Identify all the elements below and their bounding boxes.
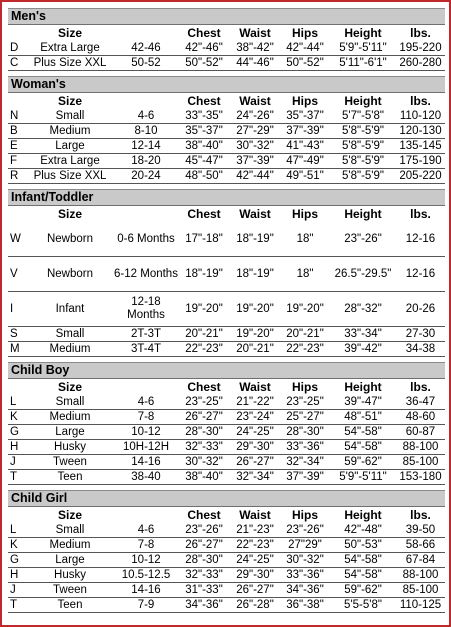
- cell-num: 50-52: [114, 56, 178, 71]
- cell-num: 10H-12H: [114, 440, 178, 455]
- cell-size: Small: [26, 327, 114, 342]
- cell-height: 54"-58": [330, 425, 396, 440]
- cell-chest: 45"-47": [178, 154, 230, 169]
- cell-num: 10.5-12.5: [114, 568, 178, 583]
- cell-num: 3T-4T: [114, 342, 178, 357]
- header-height: Height: [344, 508, 382, 522]
- table-row: [8, 395, 445, 410]
- size-chart: [8, 8, 445, 613]
- cell-hips: 25"-27": [280, 410, 330, 425]
- cell-num: 2T-3T: [114, 327, 178, 342]
- cell-lbs: 88-100: [396, 568, 445, 583]
- table-row: [8, 523, 445, 538]
- header-lbs: lbs.: [410, 94, 431, 108]
- cell-code: L: [8, 523, 26, 538]
- cell-hips: 41"-43": [280, 139, 330, 154]
- cell-height: 5'8"-5'9": [330, 124, 396, 139]
- cell-chest: 50"-52": [178, 56, 230, 71]
- cell-size: Medium: [26, 124, 114, 139]
- header-lbs: lbs.: [410, 380, 431, 394]
- cell-size: Tween: [26, 455, 114, 470]
- cell-waist: 44"-46": [230, 56, 280, 71]
- cell-code: W: [8, 222, 26, 257]
- cell-lbs: 12-16: [396, 222, 445, 257]
- cell-code: I: [8, 292, 26, 327]
- header-blank: [8, 93, 26, 109]
- cell-code: N: [8, 109, 26, 124]
- cell-num: 12-18 Months: [114, 292, 178, 327]
- header-chest: Chest: [187, 26, 221, 40]
- cell-hips: 27"29": [280, 538, 330, 553]
- header-lbs: lbs.: [410, 207, 431, 221]
- cell-chest: 32"-33": [178, 568, 230, 583]
- table-row: [8, 568, 445, 583]
- table-row: [8, 56, 445, 71]
- cell-hips: 30"-32": [280, 553, 330, 568]
- cell-code: D: [8, 41, 26, 56]
- cell-code: F: [8, 154, 26, 169]
- cell-waist: 23"-24": [230, 410, 280, 425]
- cell-lbs: 34-38: [396, 342, 445, 357]
- cell-chest: 30"-32": [178, 455, 230, 470]
- cell-chest: 32"-33": [178, 440, 230, 455]
- cell-hips: 37"-39": [280, 124, 330, 139]
- cell-chest: 38"-40": [178, 139, 230, 154]
- cell-code: V: [8, 257, 26, 292]
- cell-chest: 19"-20": [178, 292, 230, 327]
- header-chest: Chest: [187, 207, 221, 221]
- cell-size: Large: [26, 425, 114, 440]
- header-blank: [114, 25, 178, 41]
- cell-num: 0-6 Months: [114, 222, 178, 257]
- cell-lbs: 20-26: [396, 292, 445, 327]
- cell-code: K: [8, 410, 26, 425]
- section-title: Child Boy: [8, 362, 445, 379]
- cell-size: Large: [26, 553, 114, 568]
- cell-size: Medium: [26, 410, 114, 425]
- header-blank: [114, 507, 178, 523]
- cell-hips: 50"-52": [280, 56, 330, 71]
- header-blank: [8, 379, 26, 395]
- cell-chest: 26"-27": [178, 538, 230, 553]
- cell-height: 5'9"-5'11": [330, 470, 396, 485]
- size-table: [8, 507, 445, 613]
- cell-code: H: [8, 440, 26, 455]
- cell-chest: 48"-50": [178, 169, 230, 184]
- cell-height: 5'8"-5'9": [330, 154, 396, 169]
- header-hips: Hips: [291, 207, 318, 221]
- cell-size: Extra Large: [26, 154, 114, 169]
- cell-height: 54"-58": [330, 553, 396, 568]
- cell-waist: 26"-27": [230, 455, 280, 470]
- header-hips: Hips: [291, 508, 318, 522]
- cell-hips: 47"-49": [280, 154, 330, 169]
- cell-code: G: [8, 425, 26, 440]
- cell-code: C: [8, 56, 26, 71]
- cell-size: Large: [26, 139, 114, 154]
- cell-height: 54"-58": [330, 440, 396, 455]
- header-blank: [8, 507, 26, 523]
- cell-height: 54"-58": [330, 568, 396, 583]
- cell-height: 28"-32": [330, 292, 396, 327]
- table-row: [8, 41, 445, 56]
- header-waist: Waist: [239, 207, 271, 221]
- cell-chest: 35"-37": [178, 124, 230, 139]
- cell-code: B: [8, 124, 26, 139]
- cell-hips: 33"-36": [280, 568, 330, 583]
- cell-waist: 38"-42": [230, 41, 280, 56]
- cell-lbs: 39-50: [396, 523, 445, 538]
- table-row: [8, 257, 445, 292]
- cell-chest: 20"-21": [178, 327, 230, 342]
- cell-lbs: 27-30: [396, 327, 445, 342]
- cell-hips: 28"-30": [280, 425, 330, 440]
- cell-waist: 21"-23": [230, 523, 280, 538]
- cell-height: 5'5-5'8": [330, 598, 396, 613]
- cell-chest: 34"-36": [178, 598, 230, 613]
- cell-size: Newborn: [26, 222, 114, 257]
- cell-code: T: [8, 598, 26, 613]
- cell-code: K: [8, 538, 26, 553]
- table-row: [8, 154, 445, 169]
- cell-chest: 33"-35": [178, 109, 230, 124]
- table-row: [8, 169, 445, 184]
- cell-code: E: [8, 139, 26, 154]
- header-chest: Chest: [187, 94, 221, 108]
- cell-num: 42-46: [114, 41, 178, 56]
- cell-height: 48"-51": [330, 410, 396, 425]
- cell-height: 23"-26": [330, 222, 396, 257]
- size-table: [8, 379, 445, 485]
- cell-waist: 32"-34": [230, 470, 280, 485]
- table-row: [8, 327, 445, 342]
- section-title: Infant/Toddler: [8, 189, 445, 206]
- cell-num: 38-40: [114, 470, 178, 485]
- header-waist: Waist: [239, 508, 271, 522]
- cell-waist: 20"-21": [230, 342, 280, 357]
- cell-hips: 34"-36": [280, 583, 330, 598]
- cell-waist: 24"-25": [230, 425, 280, 440]
- cell-size: Medium: [26, 342, 114, 357]
- cell-num: 12-14: [114, 139, 178, 154]
- section-title: Child Girl: [8, 490, 445, 507]
- cell-height: 50"-53": [330, 538, 396, 553]
- header-waist: Waist: [239, 26, 271, 40]
- cell-hips: 33"-36": [280, 440, 330, 455]
- cell-lbs: 60-87: [396, 425, 445, 440]
- cell-code: R: [8, 169, 26, 184]
- cell-waist: 19"-20": [230, 292, 280, 327]
- header-height: Height: [344, 207, 382, 221]
- cell-size: Husky: [26, 568, 114, 583]
- header-size: Size: [57, 26, 82, 40]
- header-lbs: lbs.: [410, 508, 431, 522]
- header-blank: [114, 206, 178, 222]
- cell-hips: 35"-37": [280, 109, 330, 124]
- cell-height: 33"-34": [330, 327, 396, 342]
- table-row: [8, 583, 445, 598]
- cell-lbs: 205-220: [396, 169, 445, 184]
- cell-num: 7-8: [114, 538, 178, 553]
- cell-hips: 49"-51": [280, 169, 330, 184]
- cell-height: 39"-47": [330, 395, 396, 410]
- cell-height: 5'8"-5'9": [330, 139, 396, 154]
- cell-lbs: 67-84: [396, 553, 445, 568]
- size-table: [8, 93, 445, 184]
- cell-waist: 26"-27": [230, 583, 280, 598]
- cell-size: Infant: [26, 292, 114, 327]
- table-row: [8, 425, 445, 440]
- cell-code: J: [8, 455, 26, 470]
- cell-lbs: 36-47: [396, 395, 445, 410]
- cell-hips: 20"-21": [280, 327, 330, 342]
- section-title: Woman's: [8, 76, 445, 93]
- header-waist: Waist: [239, 94, 271, 108]
- cell-size: Teen: [26, 470, 114, 485]
- cell-chest: 28"-30": [178, 425, 230, 440]
- cell-num: 4-6: [114, 523, 178, 538]
- cell-waist: 24"-25": [230, 553, 280, 568]
- cell-code: S: [8, 327, 26, 342]
- cell-num: 4-6: [114, 109, 178, 124]
- cell-lbs: 195-220: [396, 41, 445, 56]
- cell-chest: 17"-18": [178, 222, 230, 257]
- cell-chest: 38"-40": [178, 470, 230, 485]
- cell-waist: 22"-23": [230, 538, 280, 553]
- table-row: [8, 440, 445, 455]
- cell-hips: 23"-26": [280, 523, 330, 538]
- cell-num: 18-20: [114, 154, 178, 169]
- cell-num: 6-12 Months: [114, 257, 178, 292]
- cell-waist: 29"-30": [230, 440, 280, 455]
- cell-hips: 42"-44": [280, 41, 330, 56]
- cell-hips: 18": [280, 257, 330, 292]
- cell-num: 7-8: [114, 410, 178, 425]
- cell-waist: 24"-26": [230, 109, 280, 124]
- cell-waist: 21"-22": [230, 395, 280, 410]
- cell-code: M: [8, 342, 26, 357]
- header-size: Size: [57, 94, 82, 108]
- cell-lbs: 48-60: [396, 410, 445, 425]
- cell-waist: 18"-19": [230, 222, 280, 257]
- cell-lbs: 110-125: [396, 598, 445, 613]
- cell-lbs: 175-190: [396, 154, 445, 169]
- cell-lbs: 120-130: [396, 124, 445, 139]
- section-title: Men's: [8, 8, 445, 25]
- header-row: [8, 206, 445, 222]
- cell-size: Teen: [26, 598, 114, 613]
- cell-lbs: 88-100: [396, 440, 445, 455]
- cell-height: 59"-62": [330, 583, 396, 598]
- cell-size: Tween: [26, 583, 114, 598]
- cell-lbs: 153-180: [396, 470, 445, 485]
- header-size: Size: [57, 207, 82, 221]
- cell-waist: 37"-39": [230, 154, 280, 169]
- table-row: [8, 124, 445, 139]
- cell-height: 5'8"-5'9": [330, 169, 396, 184]
- cell-lbs: 58-66: [396, 538, 445, 553]
- header-waist: Waist: [239, 380, 271, 394]
- cell-size: Plus Size XXL: [26, 169, 114, 184]
- cell-chest: 42"-46": [178, 41, 230, 56]
- cell-waist: 26"-28": [230, 598, 280, 613]
- cell-size: Extra Large: [26, 41, 114, 56]
- cell-hips: 23"-25": [280, 395, 330, 410]
- header-blank: [114, 379, 178, 395]
- header-lbs: lbs.: [410, 26, 431, 40]
- cell-waist: 42"-44": [230, 169, 280, 184]
- cell-chest: 18"-19": [178, 257, 230, 292]
- cell-num: 10-12: [114, 553, 178, 568]
- header-row: [8, 379, 445, 395]
- cell-num: 20-24: [114, 169, 178, 184]
- cell-height: 5'7"-5'8": [330, 109, 396, 124]
- cell-lbs: 135-145: [396, 139, 445, 154]
- header-row: [8, 25, 445, 41]
- header-size: Size: [57, 380, 82, 394]
- cell-size: Husky: [26, 440, 114, 455]
- cell-num: 10-12: [114, 425, 178, 440]
- cell-size: Small: [26, 523, 114, 538]
- cell-chest: 22"-23": [178, 342, 230, 357]
- header-chest: Chest: [187, 508, 221, 522]
- header-hips: Hips: [291, 380, 318, 394]
- cell-size: Small: [26, 109, 114, 124]
- header-hips: Hips: [291, 26, 318, 40]
- header-chest: Chest: [187, 380, 221, 394]
- table-row: [8, 598, 445, 613]
- cell-num: 14-16: [114, 583, 178, 598]
- cell-code: G: [8, 553, 26, 568]
- cell-height: 59"-62": [330, 455, 396, 470]
- header-blank: [8, 25, 26, 41]
- cell-lbs: 85-100: [396, 583, 445, 598]
- table-row: [8, 292, 445, 327]
- cell-waist: 30"-32": [230, 139, 280, 154]
- cell-hips: 19"-20": [280, 292, 330, 327]
- cell-lbs: 12-16: [396, 257, 445, 292]
- cell-chest: 26"-27": [178, 410, 230, 425]
- header-size: Size: [57, 508, 82, 522]
- header-height: Height: [344, 94, 382, 108]
- header-height: Height: [344, 380, 382, 394]
- cell-chest: 23"-26": [178, 523, 230, 538]
- cell-size: Newborn: [26, 257, 114, 292]
- cell-size: Medium: [26, 538, 114, 553]
- size-table: [8, 25, 445, 71]
- table-row: [8, 538, 445, 553]
- header-row: [8, 93, 445, 109]
- cell-code: T: [8, 470, 26, 485]
- cell-size: Plus Size XXL: [26, 56, 114, 71]
- table-row: [8, 109, 445, 124]
- cell-waist: 27"-29": [230, 124, 280, 139]
- cell-chest: 31"-33": [178, 583, 230, 598]
- cell-hips: 32"-34": [280, 455, 330, 470]
- cell-num: 14-16: [114, 455, 178, 470]
- cell-num: 4-6: [114, 395, 178, 410]
- cell-waist: 19"-20": [230, 327, 280, 342]
- cell-height: 5'9"-5'11": [330, 41, 396, 56]
- cell-lbs: 110-120: [396, 109, 445, 124]
- cell-hips: 18": [280, 222, 330, 257]
- header-hips: Hips: [291, 94, 318, 108]
- cell-waist: 18"-19": [230, 257, 280, 292]
- cell-hips: 37"-39": [280, 470, 330, 485]
- header-row: [8, 507, 445, 523]
- table-row: [8, 553, 445, 568]
- cell-height: 26.5"-29.5": [330, 257, 396, 292]
- cell-size: Small: [26, 395, 114, 410]
- cell-code: L: [8, 395, 26, 410]
- cell-num: 8-10: [114, 124, 178, 139]
- table-row: [8, 222, 445, 257]
- cell-hips: 22"-23": [280, 342, 330, 357]
- header-height: Height: [344, 26, 382, 40]
- header-blank: [114, 93, 178, 109]
- cell-num: 7-9: [114, 598, 178, 613]
- table-row: [8, 470, 445, 485]
- table-row: [8, 455, 445, 470]
- cell-height: 5'11"-6'1": [330, 56, 396, 71]
- cell-waist: 29"-30": [230, 568, 280, 583]
- size-table: [8, 206, 445, 357]
- cell-hips: 36"-38": [280, 598, 330, 613]
- cell-chest: 28"-30": [178, 553, 230, 568]
- cell-height: 39"-42": [330, 342, 396, 357]
- cell-height: 42"-48": [330, 523, 396, 538]
- header-blank: [8, 206, 26, 222]
- cell-code: H: [8, 568, 26, 583]
- cell-code: J: [8, 583, 26, 598]
- cell-lbs: 260-280: [396, 56, 445, 71]
- table-row: [8, 342, 445, 357]
- table-row: [8, 410, 445, 425]
- cell-lbs: 85-100: [396, 455, 445, 470]
- table-row: [8, 139, 445, 154]
- cell-chest: 23"-25": [178, 395, 230, 410]
